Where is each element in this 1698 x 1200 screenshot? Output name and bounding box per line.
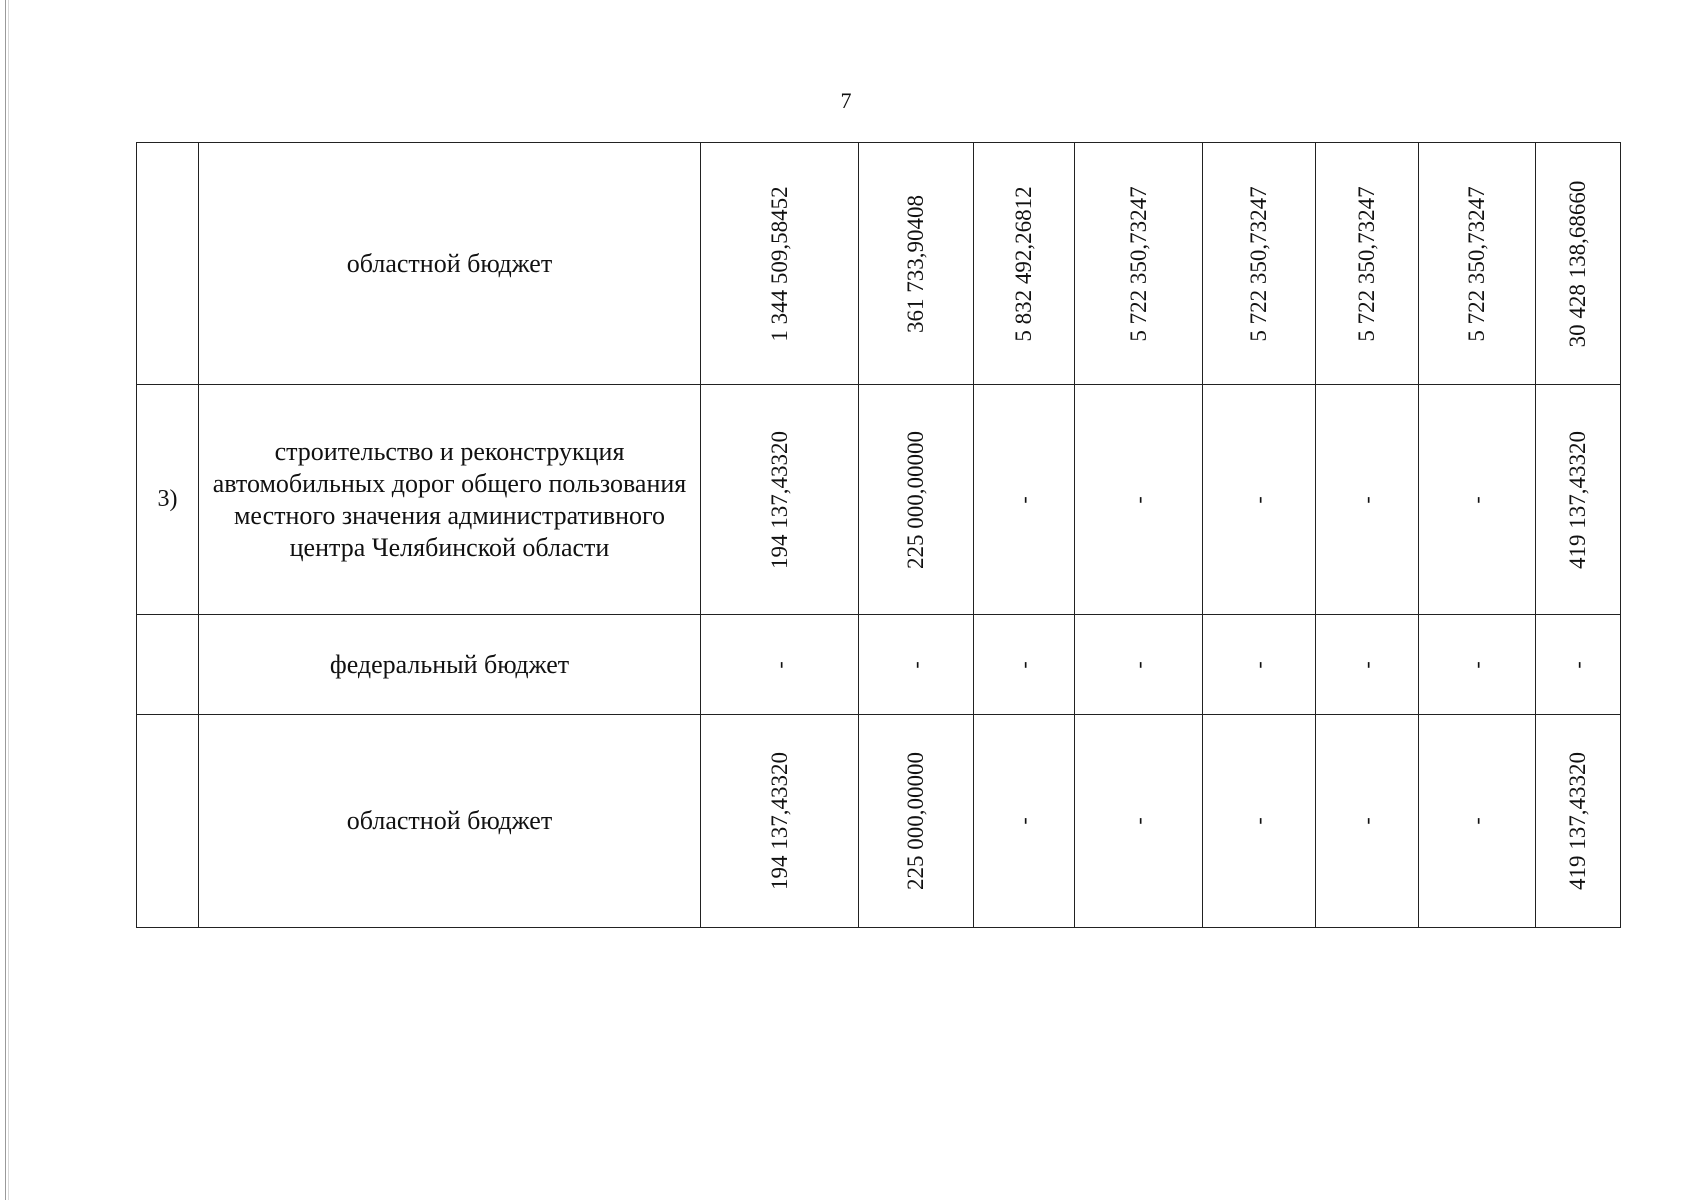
value-text: 30 428 138,68660 [1565,180,1590,347]
value-cell [1316,385,1419,615]
row-label-cell: областной бюджет [199,715,701,928]
value-cell [974,385,1075,615]
value-cell [1203,385,1316,615]
table-row [137,615,1621,715]
scan-edge-line [5,0,6,1200]
value-text: - [1464,495,1489,504]
value-cell [1316,715,1419,928]
value-cell [974,615,1075,715]
value-cell [859,385,974,615]
value-text: - [1246,817,1271,825]
value-cell [1316,615,1419,715]
value-text: 419 137,43320 [1565,752,1590,890]
table-row [137,143,1621,385]
value-text: 5 722 350,73247 [1246,185,1271,342]
value-text: 361 733,90408 [903,194,928,333]
value-cell [859,715,974,928]
row-number-cell [137,143,199,385]
value-text: - [1246,495,1271,504]
value-text: 225 000,00000 [903,430,928,569]
value-text: - [1125,660,1151,669]
value-text: 419 137,43320 [1565,430,1590,569]
row-number-cell [137,715,199,928]
value-cell [1316,143,1419,385]
value-cell [1419,385,1536,615]
value-cell [1536,143,1621,385]
value-text: - [1464,817,1489,825]
row-label-cell: строительство и реконструкция автомобильных дорог общего пользования местного значения административного центра Челябинской области [199,385,701,615]
value-text: - [1354,495,1379,504]
value-cell [1419,143,1536,385]
value-cell [1419,715,1536,928]
value-text: - [1125,495,1151,504]
value-text: 5 722 350,73247 [1464,185,1489,342]
value-cell [1203,143,1316,385]
page-number: 7 [840,88,852,113]
value-cell [701,143,859,385]
value-cell [974,143,1075,385]
value-text: - [766,660,792,669]
value-cell [1203,715,1316,928]
row-number-cell: 3) [137,385,199,615]
table-body [137,143,1621,928]
value-cell [859,615,974,715]
value-text: - [903,660,928,669]
value-text: - [1011,660,1036,669]
value-text: - [1354,817,1379,825]
value-text: 225 000,00000 [903,752,928,890]
scan-edge-line-faint [8,0,9,1200]
value-cell [701,715,859,928]
value-cell [859,143,974,385]
budget-table [136,142,1621,928]
value-text: 5 722 350,73247 [1125,185,1151,342]
value-text: - [1565,660,1590,669]
row-number-cell [137,615,199,715]
value-cell [1075,143,1203,385]
value-cell [1075,615,1203,715]
value-cell [1419,615,1536,715]
value-text: 194 137,43320 [766,430,792,569]
value-cell [701,385,859,615]
value-cell [1075,385,1203,615]
row-label-cell: областной бюджет [199,143,701,385]
value-cell [701,615,859,715]
value-text: - [1464,660,1489,669]
value-cell [1203,615,1316,715]
value-text: - [1011,817,1036,825]
value-text: - [1246,660,1271,669]
value-text: 5 722 350,73247 [1354,185,1379,342]
value-text: - [1011,495,1036,504]
value-cell [1075,715,1203,928]
table-row [137,715,1621,928]
value-text: 5 832 492,26812 [1011,185,1036,342]
value-cell [1536,715,1621,928]
value-text: - [1125,817,1151,825]
value-cell [1536,385,1621,615]
value-text: - [1354,660,1379,669]
value-cell [974,715,1075,928]
row-label-cell: федеральный бюджет [199,615,701,715]
value-text: 1 344 509,58452 [766,185,792,342]
value-cell [1536,615,1621,715]
table-row [137,385,1621,615]
value-text: 194 137,43320 [766,752,792,890]
